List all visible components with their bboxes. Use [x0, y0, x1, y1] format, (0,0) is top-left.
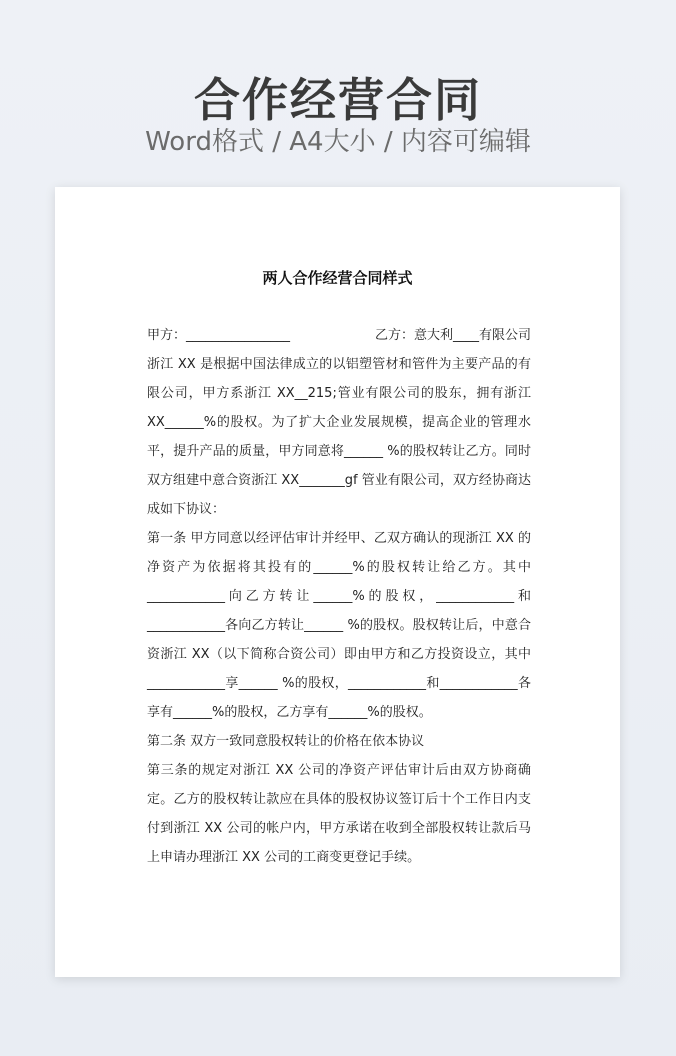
paragraph-article-3: 第三条的规定对浙江 XX 公司的净资产评估审计后由双方协商确定。乙方的股权转让款应在具体的股权协议签订后十个工作日内支付到浙江 XX 公司的帐户内，甲方承诺在收到全部股权转让款后马上申请办理浙江 XX 公司的工商变更登记手续。: [147, 763, 531, 865]
banner-subtitle: Word格式 / A4大小 / 内容可编辑: [145, 127, 531, 157]
document-page: [55, 187, 620, 977]
document-body: [147, 321, 531, 872]
document-title: 两人合作经营合同样式: [262, 269, 413, 287]
party-a: 甲方：________________: [147, 328, 291, 343]
paragraph-article-1: 第一条 甲方同意以经评估审计并经甲、乙双方确认的现浙江 XX 的净资产为依据将其投有的______%的股权转让给乙方。其中____________向乙方转让______%的股权，____________和____________各向乙方转让______ %的股权。股权转让后，中意合资浙江 XX（以下简称合资公司）即由甲方和乙方投资设立，其中____________享______ %的股权，____________和____________各享有______%的股权，乙方享有______%的股权。: [147, 531, 531, 720]
parties-line: [147, 321, 531, 350]
paragraph-article-2: 第二条 双方一致同意股权转让的价格在依本协议: [147, 734, 425, 749]
banner-title: 合作经营合同: [194, 73, 482, 127]
party-b: 乙方：意大利____有限公司: [374, 328, 531, 343]
paragraph-preamble: 浙江 XX 是根据中国法律成立的以铝塑管材和管件为主要产品的有限公司，甲方系浙江 XX__215;管业有限公司的股东，拥有浙江 XX______%的股权。为了扩大企业发展规模，提高企业的管理水平，提升产品的质量，甲方同意将______ %的股权转让乙方。同时双方组建中意合资浙江 XX_______gf 管业有限公司，双方经协商达成如下协议：: [147, 357, 531, 517]
